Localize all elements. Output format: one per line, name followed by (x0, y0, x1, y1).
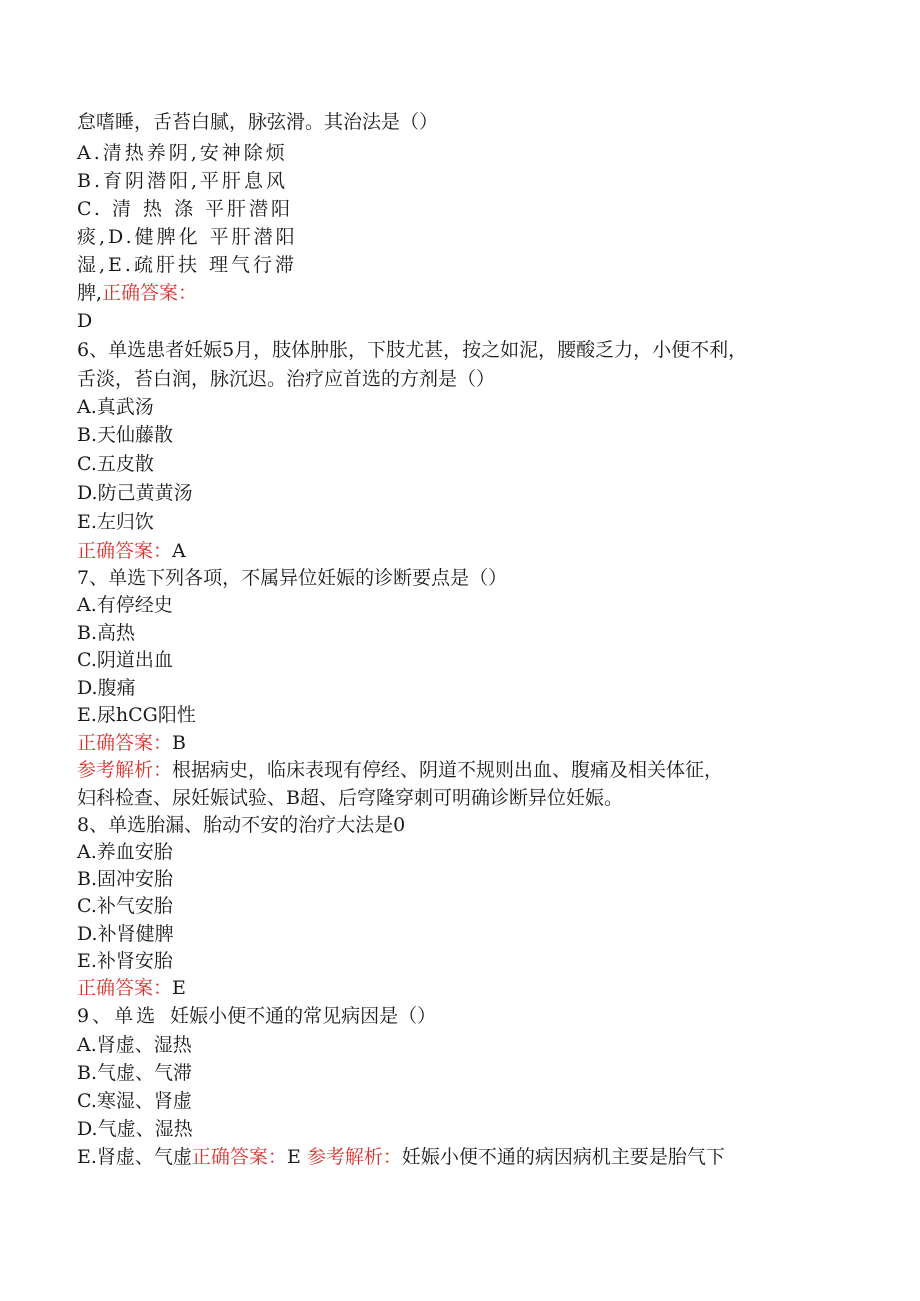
q7-option-e: E.尿hCG阳性 (77, 704, 196, 726)
q7-analysis-line1 (77, 758, 723, 782)
q5-stem-end: 怠嗜睡，舌苔白腻，脉弦滑。其治法是（） (77, 111, 439, 133)
q6-answer-value: A (172, 540, 186, 562)
q7-option-d: D.腹痛 (77, 677, 136, 699)
q9-answer-value: E (286, 1146, 301, 1168)
q6-stem-line1: 6、单选患者妊娠5月，肢体肿胀，下肢尤甚，按之如泥，腰酸乏力，小便不利， (77, 339, 748, 361)
q6-stem-line2: 舌淡，苔白润，脉沉迟。治疗应首选的方剂是（） (77, 368, 496, 390)
q7-analysis-label: 参考解析： (77, 759, 173, 781)
q9-analysis-text: 妊娠小便不通的病因病机主要是胎气下 (401, 1146, 725, 1168)
q6-answer (77, 539, 186, 563)
q6-answer-label: 正确答案： (77, 540, 173, 562)
q7-stem: 7、单选下列各项，不属异位妊娠的诊断要点是（） (77, 567, 508, 589)
q9-analysis-label: 参考解析： (306, 1146, 402, 1168)
q6-option-e: E.左归饮 (77, 511, 154, 533)
q7-answer (77, 731, 186, 755)
q8-answer-label: 正确答案： (77, 977, 173, 999)
q5-option-d: 痰,D.健脾化 平肝潜阳 (77, 226, 298, 248)
q5-answer-value: D (77, 310, 93, 332)
q9-option-e: E.肾虚、气虚 (77, 1146, 192, 1168)
q9-stem-prefix: 9、单选 (77, 1005, 159, 1027)
q8-option-c: C.补气安胎 (77, 895, 173, 917)
q7-option-b: B.高热 (77, 622, 136, 644)
q8-stem: 8、单选胎漏、胎动不安的治疗大法是0 (77, 814, 406, 836)
q6-option-a: A.真武汤 (77, 396, 154, 418)
q9-answer-label: 正确答案： (191, 1146, 287, 1168)
q8-option-a: A.养血安胎 (77, 841, 173, 863)
q5-last-prefix: 脾, (77, 282, 103, 304)
q6-option-d: D.防己黄黄汤 (77, 482, 193, 504)
q7-answer-label: 正确答案： (77, 732, 173, 754)
q7-analysis-line2: 妇科检查、尿妊娠试验、B超、后穹隆穿刺可明确诊断异位妊娠。 (77, 787, 623, 809)
q8-option-e: E.补肾安胎 (77, 950, 173, 972)
q5-answer-label: 正确答案： (102, 282, 198, 304)
q7-option-c: C.阴道出血 (77, 649, 173, 671)
q7-analysis-text1: 根据病史，临床表现有停经、阴道不规则出血、腹痛及相关体征， (172, 759, 724, 781)
q9-stem (77, 1004, 436, 1028)
q6-option-c: C.五皮散 (77, 453, 154, 475)
q8-answer-value: E (172, 977, 186, 999)
q7-answer-value: B (172, 732, 186, 754)
q9-option-d: D.气虚、湿热 (77, 1118, 193, 1140)
q5-option-b: B.育阴潜阳,平肝息风 (77, 170, 289, 192)
q9-stem-text: 妊娠小便不通的常见病因是（） (170, 1005, 437, 1027)
q6-option-b: B.天仙藤散 (77, 424, 174, 446)
q9-option-b: B.气虚、气滞 (77, 1062, 193, 1084)
q5-option-a: A.清热养阴,安神除烦 (77, 142, 288, 164)
q9-option-c: C.寒湿、肾虚 (77, 1090, 192, 1112)
q7-option-a: A.有停经史 (77, 594, 173, 616)
q8-option-d: D.补肾健脾 (77, 923, 174, 945)
q5-answer-line (77, 281, 197, 305)
q5-option-e: 湿,E.疏肝扶 理气行滞 (77, 254, 297, 276)
q8-answer (77, 976, 186, 1000)
q8-option-b: B.固冲安胎 (77, 868, 174, 890)
q5-option-c: C. 清 热 涤 平肝潜阳 (77, 198, 294, 220)
q9-option-a: A.肾虚、湿热 (77, 1034, 192, 1056)
q9-last-line (77, 1145, 725, 1169)
